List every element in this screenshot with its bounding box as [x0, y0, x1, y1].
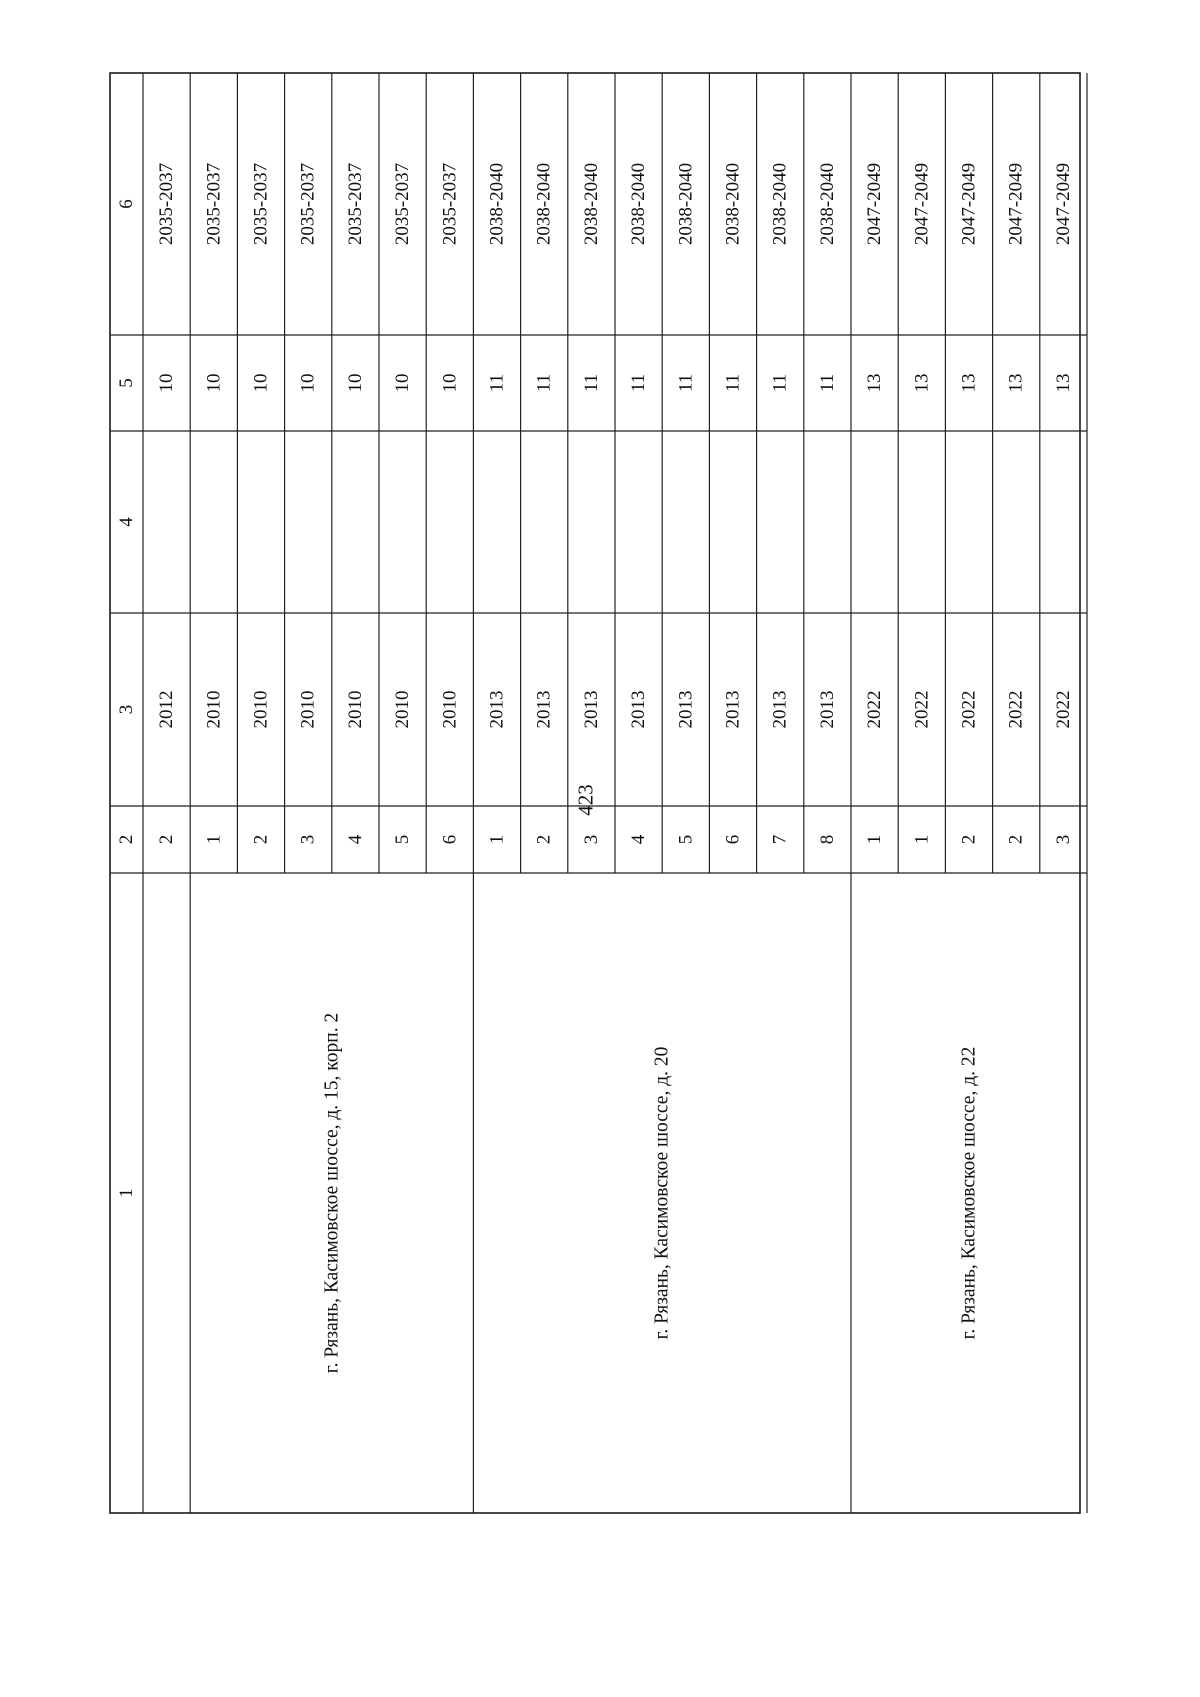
cell-c5: 10 — [392, 373, 414, 393]
header-cell-3: 3 — [116, 704, 137, 715]
table-row — [392, 163, 413, 844]
cell-c6: 2035-2037 — [439, 162, 461, 246]
cell-c3: 2010 — [344, 690, 366, 729]
cell-c5: 10 — [156, 373, 178, 393]
cell-c5: 10 — [297, 373, 319, 393]
cell-c2: 7 — [769, 834, 791, 845]
address-cell: г. Рязань, Касимовское шоссе, д. 20 — [651, 1046, 673, 1340]
cell-c3: 2022 — [1005, 690, 1027, 729]
cell-c5: 13 — [864, 373, 886, 393]
cell-c5: 10 — [439, 373, 461, 393]
table-row — [203, 163, 224, 844]
cell-c2: 6 — [439, 834, 461, 845]
header-cell-6: 6 — [116, 199, 137, 209]
cell-c5: 11 — [486, 373, 508, 393]
table-row — [345, 163, 366, 844]
cell-c5: 13 — [1052, 373, 1074, 393]
cell-c2: 5 — [675, 834, 697, 845]
cell-c6: 2035-2037 — [156, 162, 178, 246]
table-row — [487, 163, 508, 844]
header-cell-4: 4 — [116, 517, 137, 527]
cell-c6: 2047-2049 — [864, 162, 886, 246]
table-row — [770, 163, 791, 844]
cell-c6: 2035-2037 — [297, 162, 319, 246]
table-row — [864, 163, 885, 844]
table-row — [1053, 163, 1074, 844]
cell-c2: 2 — [156, 834, 178, 845]
table-grid — [110, 73, 1080, 1513]
cell-c6: 2035-2037 — [203, 162, 225, 246]
cell-c2: 2 — [533, 834, 555, 845]
cell-c2: 4 — [344, 834, 366, 845]
cell-c6: 2038-2040 — [533, 162, 555, 246]
cell-c6: 2038-2040 — [722, 162, 744, 246]
cell-c6: 2038-2040 — [769, 162, 791, 246]
cell-c2: 4 — [628, 834, 650, 845]
header-cell-1: 1 — [116, 1188, 137, 1198]
cell-c6: 2035-2037 — [392, 162, 414, 246]
cell-c2: 1 — [203, 834, 225, 845]
header-cell-2: 2 — [116, 834, 137, 845]
address-group — [864, 163, 1074, 1340]
cell-c3: 2013 — [722, 690, 744, 729]
cell-c5: 11 — [533, 373, 555, 393]
cell-c3: 2013 — [533, 690, 555, 729]
cell-c2: 1 — [911, 834, 933, 845]
cell-c3: 2013 — [816, 690, 838, 729]
cell-c2: 6 — [722, 834, 744, 845]
cell-c2: 1 — [864, 834, 886, 845]
cell-c6: 2038-2040 — [628, 162, 650, 246]
cell-c3: 2012 — [156, 690, 178, 729]
cell-c2: 3 — [297, 834, 319, 845]
address-cell: г. Рязань, Касимовское шоссе, д. 22 — [958, 1046, 980, 1340]
cell-c5: 13 — [1005, 373, 1027, 393]
address-group — [156, 163, 177, 844]
header-cell-5: 5 — [116, 378, 137, 388]
cell-c6: 2047-2049 — [958, 162, 980, 246]
cell-c3: 2013 — [580, 690, 602, 729]
cell-c6: 2047-2049 — [911, 162, 933, 246]
grid-lines — [110, 73, 1087, 1513]
cell-c3: 2010 — [297, 690, 319, 729]
cell-c3: 2013 — [628, 690, 650, 729]
cell-c3: 2010 — [392, 690, 414, 729]
cell-c3: 2010 — [250, 690, 272, 729]
table-row — [911, 163, 932, 844]
rotated-table — [110, 73, 1080, 1513]
cell-c3: 2010 — [439, 690, 461, 729]
cell-c6: 2038-2040 — [580, 162, 602, 246]
cell-c6: 2038-2040 — [675, 162, 697, 246]
cell-c5: 10 — [344, 373, 366, 393]
cell-c6: 2035-2037 — [344, 162, 366, 246]
table-border — [110, 73, 1080, 1513]
cell-c5: 13 — [958, 373, 980, 393]
cell-c5: 11 — [675, 373, 697, 393]
cell-c2: 3 — [580, 834, 602, 845]
cell-c5: 11 — [628, 373, 650, 393]
table-row — [298, 163, 319, 844]
cell-c5: 13 — [911, 373, 933, 393]
cell-c3: 2022 — [864, 690, 886, 729]
cell-c2: 2 — [958, 834, 980, 845]
cell-c3: 2013 — [486, 690, 508, 729]
table-row — [675, 163, 696, 844]
table-row — [156, 163, 177, 844]
cell-c2: 8 — [816, 834, 838, 845]
table-row — [817, 163, 838, 844]
cell-c2: 5 — [392, 834, 414, 845]
table-row — [581, 163, 602, 844]
table-row — [1006, 163, 1027, 844]
cell-c3: 2022 — [1052, 690, 1074, 729]
cell-c2: 1 — [486, 834, 508, 845]
cell-c2: 2 — [1005, 834, 1027, 845]
cell-c3: 2010 — [203, 690, 225, 729]
table-row — [251, 163, 272, 844]
table-row — [723, 163, 744, 844]
cell-c3: 2022 — [911, 690, 933, 729]
table-header — [116, 199, 137, 1198]
cell-c2: 2 — [250, 834, 272, 845]
address-cell: г. Рязань, Касимовское шоссе, д. 15, корп. 2 — [321, 1012, 343, 1374]
cell-c6: 2047-2049 — [1005, 162, 1027, 246]
table-row — [439, 163, 460, 844]
cell-c5: 11 — [769, 373, 791, 393]
cell-c6: 2038-2040 — [486, 162, 508, 246]
cell-c3: 2013 — [769, 690, 791, 729]
cell-c5: 10 — [203, 373, 225, 393]
cell-c5: 10 — [250, 373, 272, 393]
cell-c5: 11 — [722, 373, 744, 393]
cell-c6: 2047-2049 — [1052, 162, 1074, 246]
cell-c3: 2013 — [675, 690, 697, 729]
cell-c5: 11 — [816, 373, 838, 393]
page-number: 423 — [573, 784, 598, 816]
cell-c5: 11 — [580, 373, 602, 393]
table-row — [959, 163, 980, 844]
cell-c2: 3 — [1052, 834, 1074, 845]
table-row — [534, 163, 555, 844]
cell-c6: 2038-2040 — [816, 162, 838, 246]
cell-c3: 2022 — [958, 690, 980, 729]
table-row — [628, 163, 649, 844]
cell-c6: 2035-2037 — [250, 162, 272, 246]
